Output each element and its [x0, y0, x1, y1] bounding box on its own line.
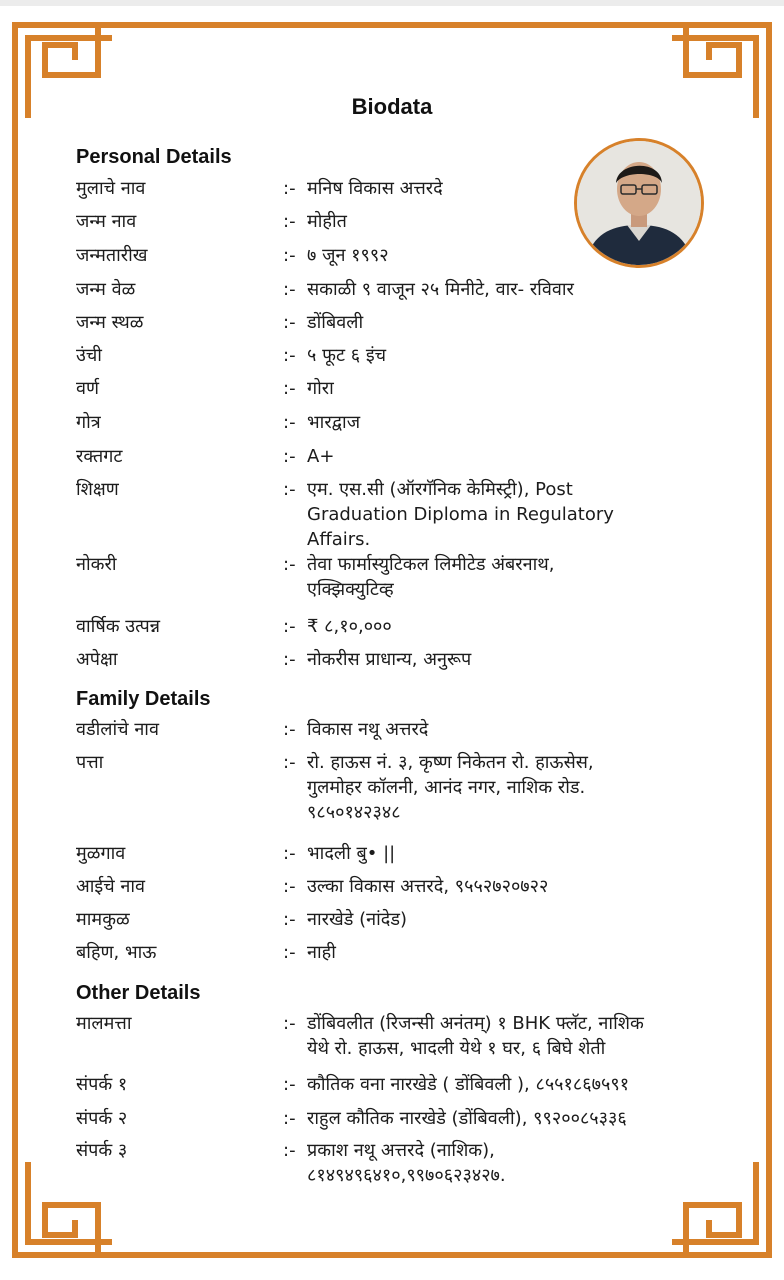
field-label: जन्म नाव [76, 211, 137, 232]
field-separator: :- [283, 446, 296, 467]
field-value [307, 410, 712, 435]
page-title: Biodata [351, 94, 433, 119]
field-label: नोकरी [76, 554, 117, 575]
field-value-line: मोहीत [307, 211, 347, 232]
field-label: वर्ण [76, 378, 100, 399]
field-value-line: सकाळी ९ वाजून २५ मिनीटे, वार- रविवार [307, 279, 574, 300]
field-separator: :- [283, 554, 296, 575]
field-label: आईचे नाव [76, 876, 146, 897]
field-label: संपर्क १ [76, 1074, 128, 1095]
field-label: अपेक्षा [76, 649, 118, 670]
field-separator: :- [283, 1108, 296, 1129]
field-value [307, 176, 712, 201]
field-separator: :- [283, 211, 296, 232]
field-value [307, 552, 712, 602]
section-heading-family: Family Details [76, 688, 211, 710]
field-label: जन्म वेळ [76, 279, 136, 300]
field-separator: :- [283, 1074, 296, 1095]
field-separator: :- [283, 378, 296, 399]
field-separator: :- [283, 345, 296, 366]
field-value [307, 1106, 712, 1131]
field-value-line: ९८५०१४२३४८ [307, 802, 401, 823]
field-value [307, 717, 712, 742]
field-value-line: भारद्वाज [307, 412, 361, 433]
field-value-line: नाही [307, 942, 336, 963]
field-value [307, 1011, 712, 1061]
field-value-line: Graduation Diploma in Regulatory [307, 504, 614, 525]
field-value-line: नारखेडे (नांदेड) [307, 909, 407, 930]
field-label: मालमत्ता [76, 1013, 132, 1034]
field-value-line: रो. हाऊस नं. ३, कृष्ण निकेतन रो. हाऊसेस, [307, 752, 594, 773]
field-separator: :- [283, 178, 296, 199]
field-separator: :- [283, 876, 296, 897]
field-label: जन्म स्थळ [76, 312, 144, 333]
field-value-line: ८१४९४९६४१०,९९७०६२३४२७. [307, 1165, 506, 1186]
field-separator: :- [283, 412, 296, 433]
section-heading-other: Other Details [76, 982, 201, 1004]
field-value-line: भादली बु• || [307, 843, 396, 864]
field-label: शिक्षण [76, 479, 119, 500]
field-value [307, 874, 712, 899]
field-separator: :- [283, 616, 296, 637]
field-value-line: गोरा [307, 378, 334, 399]
field-value [307, 376, 712, 401]
field-label: बहिण, भाऊ [76, 942, 157, 963]
field-label: गोत्र [76, 412, 101, 433]
field-value-line: गुलमोहर कॉलनी, आनंद नगर, नाशिक रोड. [307, 777, 586, 798]
field-label: रक्तगट [76, 446, 123, 467]
field-value-line: ७ जून १९९२ [307, 245, 389, 266]
field-value-line: प्रकाश नथू अत्तरदे (नाशिक), [307, 1140, 495, 1161]
field-separator: :- [283, 649, 296, 670]
field-label: वडीलांचे नाव [76, 719, 159, 740]
field-value [307, 841, 712, 866]
field-label: पत्ता [76, 752, 104, 773]
field-value-line: तेवा फार्मास्युटिकल लिमीटेड अंबरनाथ, [307, 554, 555, 575]
field-separator: :- [283, 752, 296, 773]
field-label: मुळगाव [76, 843, 126, 864]
field-value [307, 209, 712, 234]
field-value-line: एम. एस.सी (ऑरगॅनिक केमिस्ट्री), Post [307, 479, 573, 500]
field-value [307, 277, 712, 302]
field-separator: :- [283, 1013, 296, 1034]
field-value-line: डोंबिवली [307, 312, 364, 333]
field-value [307, 614, 712, 639]
field-value [307, 907, 712, 932]
field-value-line: ५ फूट ६ इंच [307, 345, 387, 366]
field-value [307, 477, 712, 552]
field-value [307, 1072, 712, 1097]
field-label: वार्षिक उत्पन्न [76, 616, 160, 637]
section-heading-personal: Personal Details [76, 146, 232, 168]
field-value [307, 243, 712, 268]
field-separator: :- [283, 843, 296, 864]
field-value-line: कौतिक वना नारखेडे ( डोंबिवली ), ८५५१८६७५९१ [307, 1074, 630, 1095]
field-label: जन्मतारीख [76, 245, 148, 266]
field-value-line: राहुल कौतिक नारखेडे (डोंबिवली), ९९२००८५३३६ [307, 1108, 627, 1129]
field-value [307, 444, 712, 469]
field-value-line: उल्का विकास अत्तरदे, ९५५२७२०७२२ [307, 876, 549, 897]
field-separator: :- [283, 312, 296, 333]
field-value [307, 310, 712, 335]
field-separator: :- [283, 719, 296, 740]
field-separator: :- [283, 942, 296, 963]
field-value-line: एक्झिक्युटिव्ह [307, 579, 394, 600]
field-value [307, 647, 712, 672]
field-separator: :- [283, 479, 296, 500]
field-separator: :- [283, 1140, 296, 1161]
field-value [307, 343, 712, 368]
field-value-line: A+ [307, 446, 335, 467]
field-value [307, 940, 712, 965]
field-label: मुलाचे नाव [76, 178, 146, 199]
field-separator: :- [283, 909, 296, 930]
field-value [307, 750, 712, 825]
field-value [307, 1138, 712, 1188]
field-label: उंची [76, 345, 102, 366]
field-label: संपर्क ३ [76, 1140, 128, 1161]
field-value-line: विकास नथू अत्तरदे [307, 719, 429, 740]
field-separator: :- [283, 279, 296, 300]
field-value-line: डोंबिवलीत (रिजन्सी अनंतम्) १ BHK फ्लॅट, नाशिक [307, 1013, 644, 1034]
field-value-line: Affairs. [307, 529, 371, 550]
field-value-line: मनिष विकास अत्तरदे [307, 178, 443, 199]
field-separator: :- [283, 245, 296, 266]
field-value-line: ₹ ८,१०,००० [307, 616, 392, 637]
field-label: संपर्क २ [76, 1108, 128, 1129]
field-label: मामकुळ [76, 909, 130, 930]
field-value-line: नोकरीस प्राधान्य, अनुरूप [307, 649, 472, 670]
field-value-line: येथे रो. हाऊस, भादली येथे १ घर, ६ बिघे शेती [307, 1038, 606, 1059]
